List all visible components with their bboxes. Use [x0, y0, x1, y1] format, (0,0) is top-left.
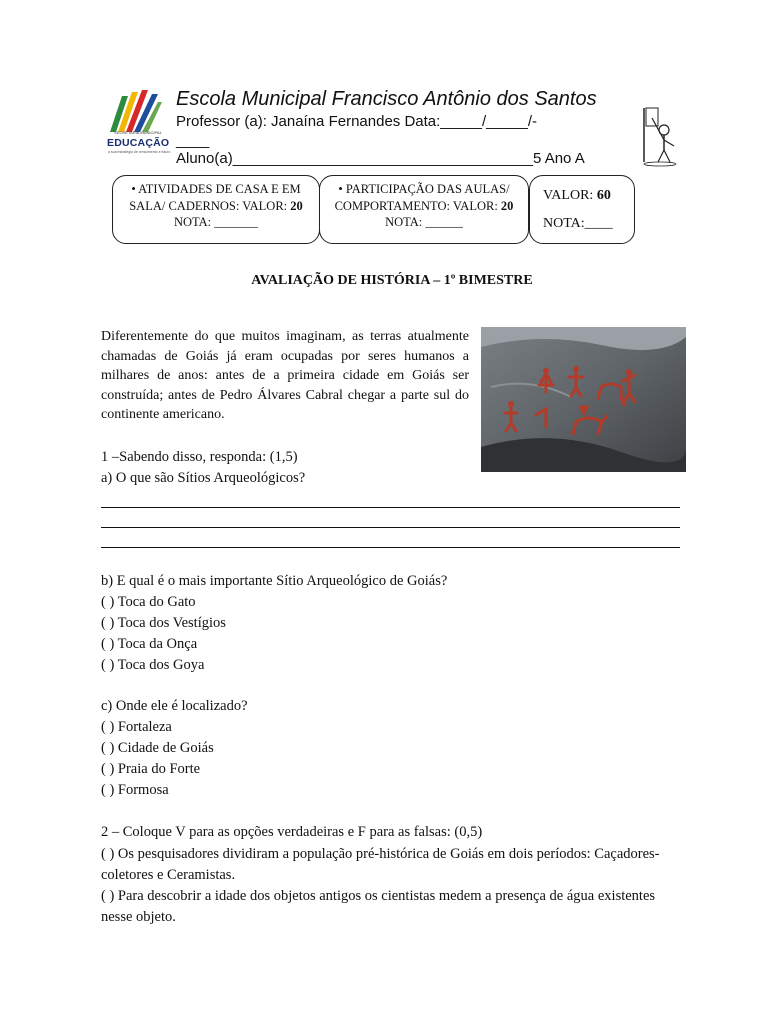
teacher-date-line: Professor (a): Janaína Fernandes Data:_____/_____/-	[176, 113, 538, 130]
q2-item[interactable]: ( ) Os pesquisadores dividiram a população pré-histórica de Goiás em dois períodos: Caçadores-coletores e Ceramistas.	[101, 846, 660, 883]
participation-grade-box	[319, 175, 529, 244]
total-value-line	[543, 182, 634, 210]
answer-line[interactable]	[101, 547, 680, 548]
q2-heading: 2 – Coloque V para as opções verdadeiras e F para as falsas: (0,5)	[101, 824, 483, 840]
answer-line[interactable]	[101, 507, 680, 508]
q1b-question: b) E qual é o mais importante Sítio Arqueológico de Goiás?	[101, 573, 448, 589]
exam-title: AVALIAÇÃO DE HISTÓRIA – 1º BIMESTRE	[251, 273, 533, 288]
participation-value-label: COMPORTAMENTO: VALOR:	[334, 198, 501, 213]
logo-subcaption: a sua estratégia de crescimento e futuro	[108, 150, 171, 154]
q1c-option[interactable]: ( ) Fortaleza	[101, 719, 172, 735]
answer-line[interactable]	[101, 527, 680, 528]
total-value-label: VALOR:	[543, 188, 597, 203]
homework-value-label: SALA/ CADERNOS: VALOR:	[129, 198, 291, 213]
homework-value: 20	[290, 198, 303, 213]
total-value: 60	[596, 188, 611, 203]
q1b-option[interactable]: ( ) Toca dos Goya	[101, 657, 205, 673]
participation-box-line2	[326, 198, 522, 215]
intro-paragraph: Diferentemente do que muitos imaginam, as terras atualmente chamadas de Goiás já eram ocupadas por seres humanos a milhares de anos: antes de a primeira cidade em Goiás ser construída; antes de Pedro Álvares Cabral chegar a parte sul do continente americano.	[101, 329, 469, 422]
date-continuation: ____	[176, 132, 210, 149]
homework-grade-box	[112, 175, 320, 244]
participation-value: 20	[500, 198, 514, 213]
q1c-option[interactable]: ( ) Praia do Forte	[101, 761, 201, 777]
q1b-option[interactable]: ( ) Toca do Gato	[101, 594, 196, 610]
participation-box-line1: • PARTICIPAÇÃO DAS AULAS/	[338, 182, 510, 196]
homework-box-line2	[119, 198, 313, 215]
q1b-option[interactable]: ( ) Toca da Onça	[101, 636, 198, 652]
total-grade-box	[529, 175, 635, 244]
q1c-option[interactable]: ( ) Formosa	[101, 782, 169, 798]
homework-box-line1: • ATIVIDADES DE CASA E EM	[131, 182, 301, 196]
student-line: Aluno(a)____________________________________5 Ano A	[176, 150, 585, 167]
logo-caption: SECRETARIA MUNICIPAL	[114, 130, 162, 135]
total-nota: NOTA:____	[543, 216, 613, 231]
student-figure-illustration	[636, 104, 684, 168]
q1a-question: a) O que são Sítios Arqueológicos?	[101, 470, 306, 486]
rock-art-photo	[481, 327, 686, 472]
logo-word: EDUCAÇÃO	[107, 137, 170, 149]
q1c-option[interactable]: ( ) Cidade de Goiás	[101, 740, 214, 756]
q1c-question: c) Onde ele é localizado?	[101, 698, 248, 714]
q1-heading: 1 –Sabendo disso, responda: (1,5)	[101, 449, 298, 465]
q1b-option[interactable]: ( ) Toca dos Vestígios	[101, 615, 226, 631]
school-name: Escola Municipal Francisco Antônio dos Santos	[176, 88, 597, 110]
homework-nota: NOTA: _______	[173, 215, 259, 229]
q2-item[interactable]: ( ) Para descobrir a idade dos objetos antigos os cientistas medem a presença de água existentes nesse objeto.	[101, 888, 656, 925]
participation-nota: NOTA: ______	[385, 215, 463, 229]
